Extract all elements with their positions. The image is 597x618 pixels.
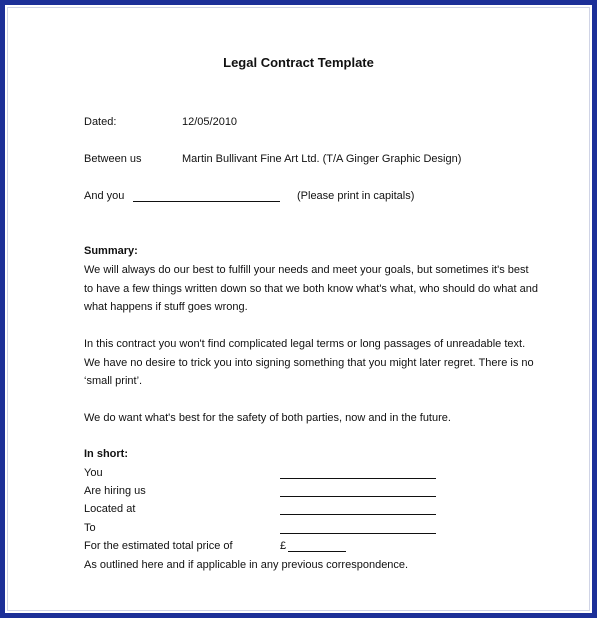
page-title: Legal Contract Template (223, 55, 374, 70)
summary-paragraph-3 (84, 409, 564, 428)
and-you-label: And you (84, 190, 125, 202)
summary-p3-line: We do want what's best for the safety of both parties, now and in the future. (84, 412, 451, 424)
price-label: For the estimated total price of (84, 540, 233, 552)
to-label: To (84, 522, 96, 534)
located-label: Located at (84, 503, 136, 515)
between-label: Between us (84, 153, 142, 165)
and-you-line[interactable] (133, 201, 280, 202)
summary-p2-line: In this contract you won't find complicated legal terms or long passages of unreadable text. (84, 338, 526, 350)
between-value: Martin Bullivant Fine Art Ltd. (T/A Ginger Graphic Design) (182, 153, 462, 165)
dated-label: Dated: (84, 116, 117, 128)
summary-heading: Summary: (84, 245, 138, 257)
summary-p2-line: ‘small print’. (84, 375, 143, 387)
summary-paragraph-2 (84, 335, 564, 391)
in-short-heading: In short: (84, 448, 128, 460)
you-label: You (84, 467, 103, 479)
pound-symbol: £ (280, 540, 287, 552)
summary-p1-line: what happens if stuff goes wrong. (84, 301, 248, 313)
summary-p2-line: We have no desire to trick you into signing something that you might later regret. There is no (84, 356, 534, 369)
contract-page (5, 5, 592, 613)
price-line[interactable] (288, 551, 346, 552)
and-you-note: (Please print in capitals) (297, 190, 415, 202)
summary-p1-line: We will always do our best to fulfill your needs and meet your goals, but sometimes it's best (84, 264, 529, 276)
summary-paragraph-1 (84, 261, 564, 317)
outlined-text: As outlined here and if applicable in any previous correspondence. (84, 559, 409, 571)
to-line[interactable] (280, 533, 436, 534)
hiring-label: Are hiring us (84, 485, 146, 497)
dated-value: 12/05/2010 (182, 116, 238, 128)
hiring-line[interactable] (280, 496, 436, 497)
located-line[interactable] (280, 514, 436, 515)
you-line[interactable] (280, 478, 436, 479)
summary-p1-line: to have a few things written down so that we both know what's what, who should do what and (84, 282, 538, 295)
